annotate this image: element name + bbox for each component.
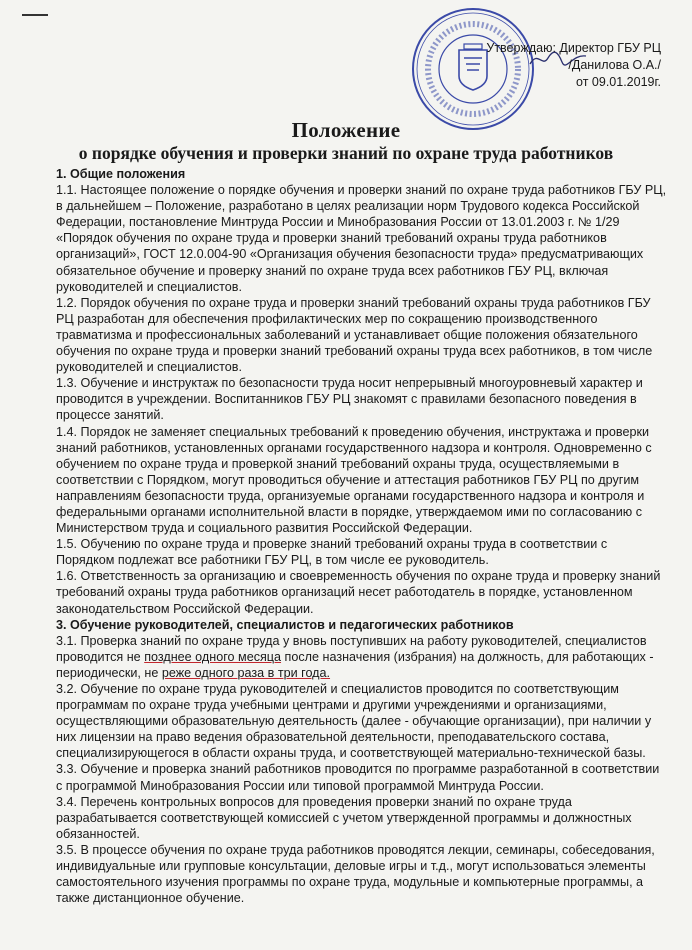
document-body [56,166,668,906]
section-1-heading: 1. Общие положения [56,167,186,181]
scan-mark [22,14,48,16]
paragraph-3-2: 3.2. Обучение по охране труда руководителей и специалистов проводится по соответствующим программам по охране труда учебными центрами и другими учреждениями и организациями, осуществляющими образовательную деятельность (далее - обучающие организации), при наличии у них лицензии на право ведения образовательной деятельности, преподавательского состава, специализирующегося в области охраны труда, и соответствующей материально-технической базы. [56,682,652,761]
underlined-frequency: реже одного раза в три года. [161,665,331,680]
approval-date: от 09.01.2019г. [576,75,661,89]
document-title: Положение [291,118,401,142]
paragraph-3-4: 3.4. Перечень контрольных вопросов для проведения проверки знаний по охране труда разрабатывается соответствующей комиссией с учетом утвержденной программы и должностных обязанностей. [56,794,632,841]
section-3-heading: 3. Обучение руководителей, специалистов и педагогических работников [56,617,514,632]
paragraph-1-1: 1.1. Настоящее положение о порядке обучения и проверки знаний по охране труда работников ГБУ РЦ, в дальнейшем – Положение, разработано в целях реализации норм Трудового кодекса Российской Федерации, постановление Минтруда России и Минобразования России от 13.01.2003 г. № 1/29 «Порядок обучения по охране труда и проверки знаний требований охраны труда работников организаций», ГОСТ 12.0.004-90 «Организация обучения безопасности труда» предусматривающих обязательное обучение и проверку знаний по охране труда всех работников ГБУ РЦ, включая руководителей и специалистов. [56,183,667,294]
paragraph-1-3: 1.3. Обучение и инструктаж по безопасности труда носит непрерывный многоуровневый характер и проводится в учреждении. Воспитанников ГБУ РЦ знакомят с правилами безопасного поведения в процессе занятий. [56,376,643,423]
approval-line-2: /Данилова О.А./ [568,58,661,72]
paragraph-1-4: 1.4. Порядок не заменяет специальных требований к проведению обучения, инструктажа и проверки знаний работников, установленных органами государственного надзора и контроля. Одновременно с обучением по охране труда и проверкой знаний требований охраны труда, осуществляемыми в соответствии с Порядком, могут проводиться обучение и аттестация работников ГБУ РЦ по другим направлениям безопасности труда, организуемые органами государственного надзора и контроля и федеральными органами исполнительной власти в порядке, утверждаемом ими по согласованию с Министерством труда и социального развития Российской Федерации. [56,424,652,536]
paragraph-1-6: 1.6. Ответственность за организацию и своевременность обучения по охране труда и проверку знаний требований охраны труда работников организаций несет работодатель в порядке, установленном законодательством Российской Федерации. [56,569,661,616]
paragraph-3-5: 3.5. В процессе обучения по охране труда работников проводятся лекции, семинары, собеседования, индивидуальные или групповые консультации, деловые игры и т.д., могут использоваться элементы самостоятельного изучения программы по охране труда, модульные и компьютерные программы, а также дистанционное обучение. [56,842,655,906]
paragraph-1-2: 1.2. Порядок обучения по охране труда и проверки знаний требований охраны труда работников ГБУ РЦ разработан для обеспечения профилактических мер по сокращению производственного травматизма и профессиональных заболеваний и устанавливает общие положения обязательного обучения по охране труда и проверки знаний требований охраны труда всех работников, в том числе руководителей и специалистов. [56,295,653,375]
paragraph-3-1-part-b: после назначения (избрания) на должность, для работающих - периодически, не [56,649,654,680]
document-subtitle: о порядке обучения и проверки знаний по охране труда работников [78,143,614,163]
paragraph-3-3: 3.3. Обучение и проверка знаний работников проводится по программе разработанной в соответствии с программой Минобразования России или типовой программой Минтруда России. [56,762,660,793]
approval-block [486,40,661,91]
underlined-deadline: позднее одного месяца [144,649,282,664]
approval-line-1: Утверждаю: Директор ГБУ РЦ [486,41,661,55]
paragraph-3-1-part-a: 3.1. Проверка знаний по охране труда у вновь поступивших на работу руководителей, специалистов проводится не [56,633,647,664]
paragraph-1-5: 1.5. Обучению по охране труда и проверке знаний требований охраны труда в соответствии с Порядком подлежат все работники ГБУ РЦ, в том числе ее руководитель. [56,537,608,568]
paragraph-3-1 [56,633,668,681]
